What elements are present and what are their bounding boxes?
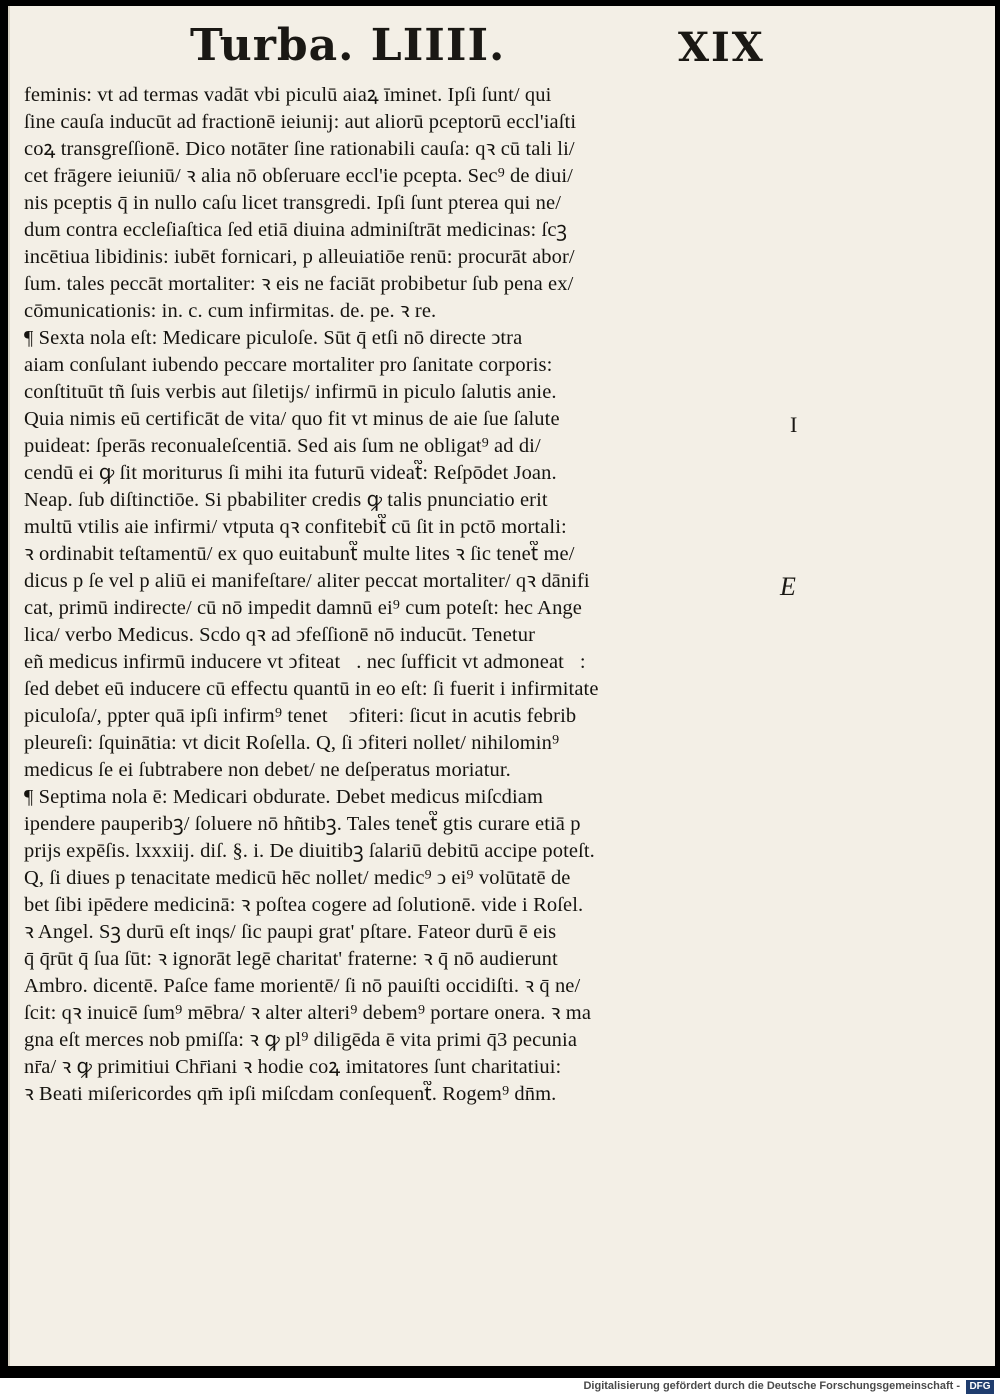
text-line: aiam conſulant iubendo peccare mortaliter pro ſanitate corporis: [24, 354, 553, 376]
text-line: Quia nimis eū certificāt de vita/ quo fit vt minus de aie ſue ſalute [24, 408, 560, 430]
text-line: pleureſi: ſquinātia: vt dicit Roſella. Q, ſi ↄfiteri nollet/ nihilomin⁹ [24, 732, 560, 754]
text-line: cat, primū indirecte/ cū nō impedit damnū ei⁹ cum poteſt: hec Ange [24, 597, 582, 619]
footer-bar [0, 1378, 1000, 1397]
text-line: ipendere pauperibꝫ/ ſoluere nō hñtibꝫ. Tales tenet᷑ gtis curare etiā p [24, 813, 581, 835]
margin-note: I [790, 412, 798, 437]
text-line: multū vtilis aie infirmi/ vtputa qꝛ confitebit᷑ cū ſit in pctō mortali: [24, 516, 567, 538]
book-page [8, 6, 995, 1366]
text-line: q̄ q̄rūt q̄ ſua ſūt: ꝛ ignorāt legē charitat' fraterne: ꝛ q̄ nō audierunt [24, 948, 558, 970]
text-line: bet ſibi ipēdere medicinā: ꝛ poſtea cogere ad ſolutionē. vide i Roſel. [24, 894, 584, 916]
text-line: Q, ſi diues p tenacitate medicū hēc nollet/ medic⁹ ↄ ei⁹ volūtatē de [24, 867, 571, 889]
text-line: ſine cauſa inducūt ad fractionē ieiunij: aut aliorū pceptorū eccl'iaſti [24, 111, 577, 133]
margin-note: E [780, 572, 796, 601]
text-line: ꝛ Angel. Sꝫ durū eſt inqs/ ſic paupi grat' pſtare. Fateor durū ē eis [24, 921, 557, 943]
text-line: puideat: ſperās reconualeſcentiā. Sed ais ſum ne obligat⁹ ad di/ [24, 435, 541, 457]
text-line: ꝛ ordinabit teſtamentū/ ex quo euitabunt᷑ multe lites ꝛ ſic tenet᷑ me/ [24, 543, 575, 565]
text-line: ſed debet eū inducere cū effectu quantū in eo eſt: ſi fuerit i infirmitate [24, 678, 599, 700]
text-line: nr̄a/ ꝛ ꝙ primitiui Chr̄iani ꝛ hodie coꝝ imitatores ſunt charitatiui: [24, 1056, 562, 1078]
running-head-title: Turba. LIIII. [190, 20, 506, 71]
running-head [10, 20, 995, 80]
paragraph-start-line: ¶ Septima nola ē: Medicari obdurate. Debet medicus miſcdiam [24, 786, 543, 808]
text-line: incētiua libidinis: iubēt fornicari, p alleuiatiōe renū: procurāt abor/ [24, 246, 575, 268]
folio-number: XIX [678, 24, 765, 71]
text-line: ꝛ Beati miſericordes qm̄ ipſi miſcdam conſequent᷑. Rogem⁹ dn̄m. [24, 1083, 557, 1105]
text-line: Ambro. dicentē. Paſce fame morientē/ ſi nō pauiſti occidiſti. ꝛ q̄ ne/ [24, 975, 581, 997]
funding-credit: Digitalisierung gefördert durch die Deutsche Forschungsgemeinschaft - [583, 1380, 960, 1392]
text-line: coꝝ transgreſſionē. Dico notāter ſine rationabili cauſa: qꝛ cū tali li/ [24, 138, 575, 160]
text-line: prijs expēſis. lxxxiij. diſ. §. i. De diuitibꝫ ſalariū debitū accipe poteſt. [24, 840, 595, 862]
text-line: cendū ei ꝙ ſit moriturus ſi mihi ita futurū videat᷑: Reſpōdet Joan. [24, 462, 557, 484]
text-line: Neap. ſub diſtinctiōe. Si pbabiliter credis ꝙ talis pnunciatio erit [24, 489, 548, 511]
text-line: conſtituūt tñ ſuis verbis aut ſiletijs/ infirmū in piculo ſalutis anie. [24, 381, 557, 403]
text-line: gna eſt merces nob pmiſſa: ꝛ ꝙ pl⁹ diligēda ē vita primi q̄3 pecunia [24, 1029, 578, 1051]
text-line: cet frāgere ieiuniū/ ꝛ alia nō obſeruare eccl'ie pcepta. Sec⁹ de diui/ [24, 165, 573, 187]
text-line: ſcit: qꝛ inuicē ſum⁹ mēbra/ ꝛ alter alteri⁹ debem⁹ portare onera. ꝛ ma [24, 1002, 592, 1024]
text-line: eñ medicus infirmū inducere vt ↄfiteat᷑. nec ſufficit vt admoneat᷑: [24, 651, 586, 673]
paragraph-start-line: ¶ Sexta nola eſt: Medicare piculoſe. Sūt q̄ etſi nō directe ↄtra [24, 327, 523, 349]
text-line: dum contra eccleſiaſtica ſed etiā diuina adminiſtrāt medicinas: ſcꝫ [24, 219, 568, 241]
text-line: medicus ſe ei ſubtrabere non debet/ ne deſperatus moriatur. [24, 759, 511, 781]
dfg-logo: DFG [966, 1380, 994, 1394]
text-block [24, 82, 776, 1172]
text-line: piculoſa/, ppter quā ipſi infirm⁹ tenet᷑ ↄfiteri: ſicut in acutis febribꝫ [24, 705, 593, 727]
text-line: dicus p ſe vel p aliū ei manifeſtare/ aliter peccat mortaliter/ qꝛ dānifi [24, 570, 590, 592]
text-line: feminis: vt ad termas vadāt vbi piculū aiaꝝ īminet. Ipſi ſunt/ qui [24, 84, 552, 106]
text-line: nis pceptis q̄ in nullo caſu licet transgredi. Ipſi ſunt pterea qui ne/ [24, 192, 562, 214]
text-line: ſum. tales peccāt mortaliter: ꝛ eis ne faciāt probibetur ſub pena ex/ [24, 273, 574, 295]
text-line: lica/ verbo Medicus. Scdo qꝛ ad ↄfeſſionē nō inducūt. Tenetur [24, 624, 535, 646]
text-line: cōmunicationis: in. c. cum infirmitas. de. pe. ꝛ re. [24, 300, 437, 322]
